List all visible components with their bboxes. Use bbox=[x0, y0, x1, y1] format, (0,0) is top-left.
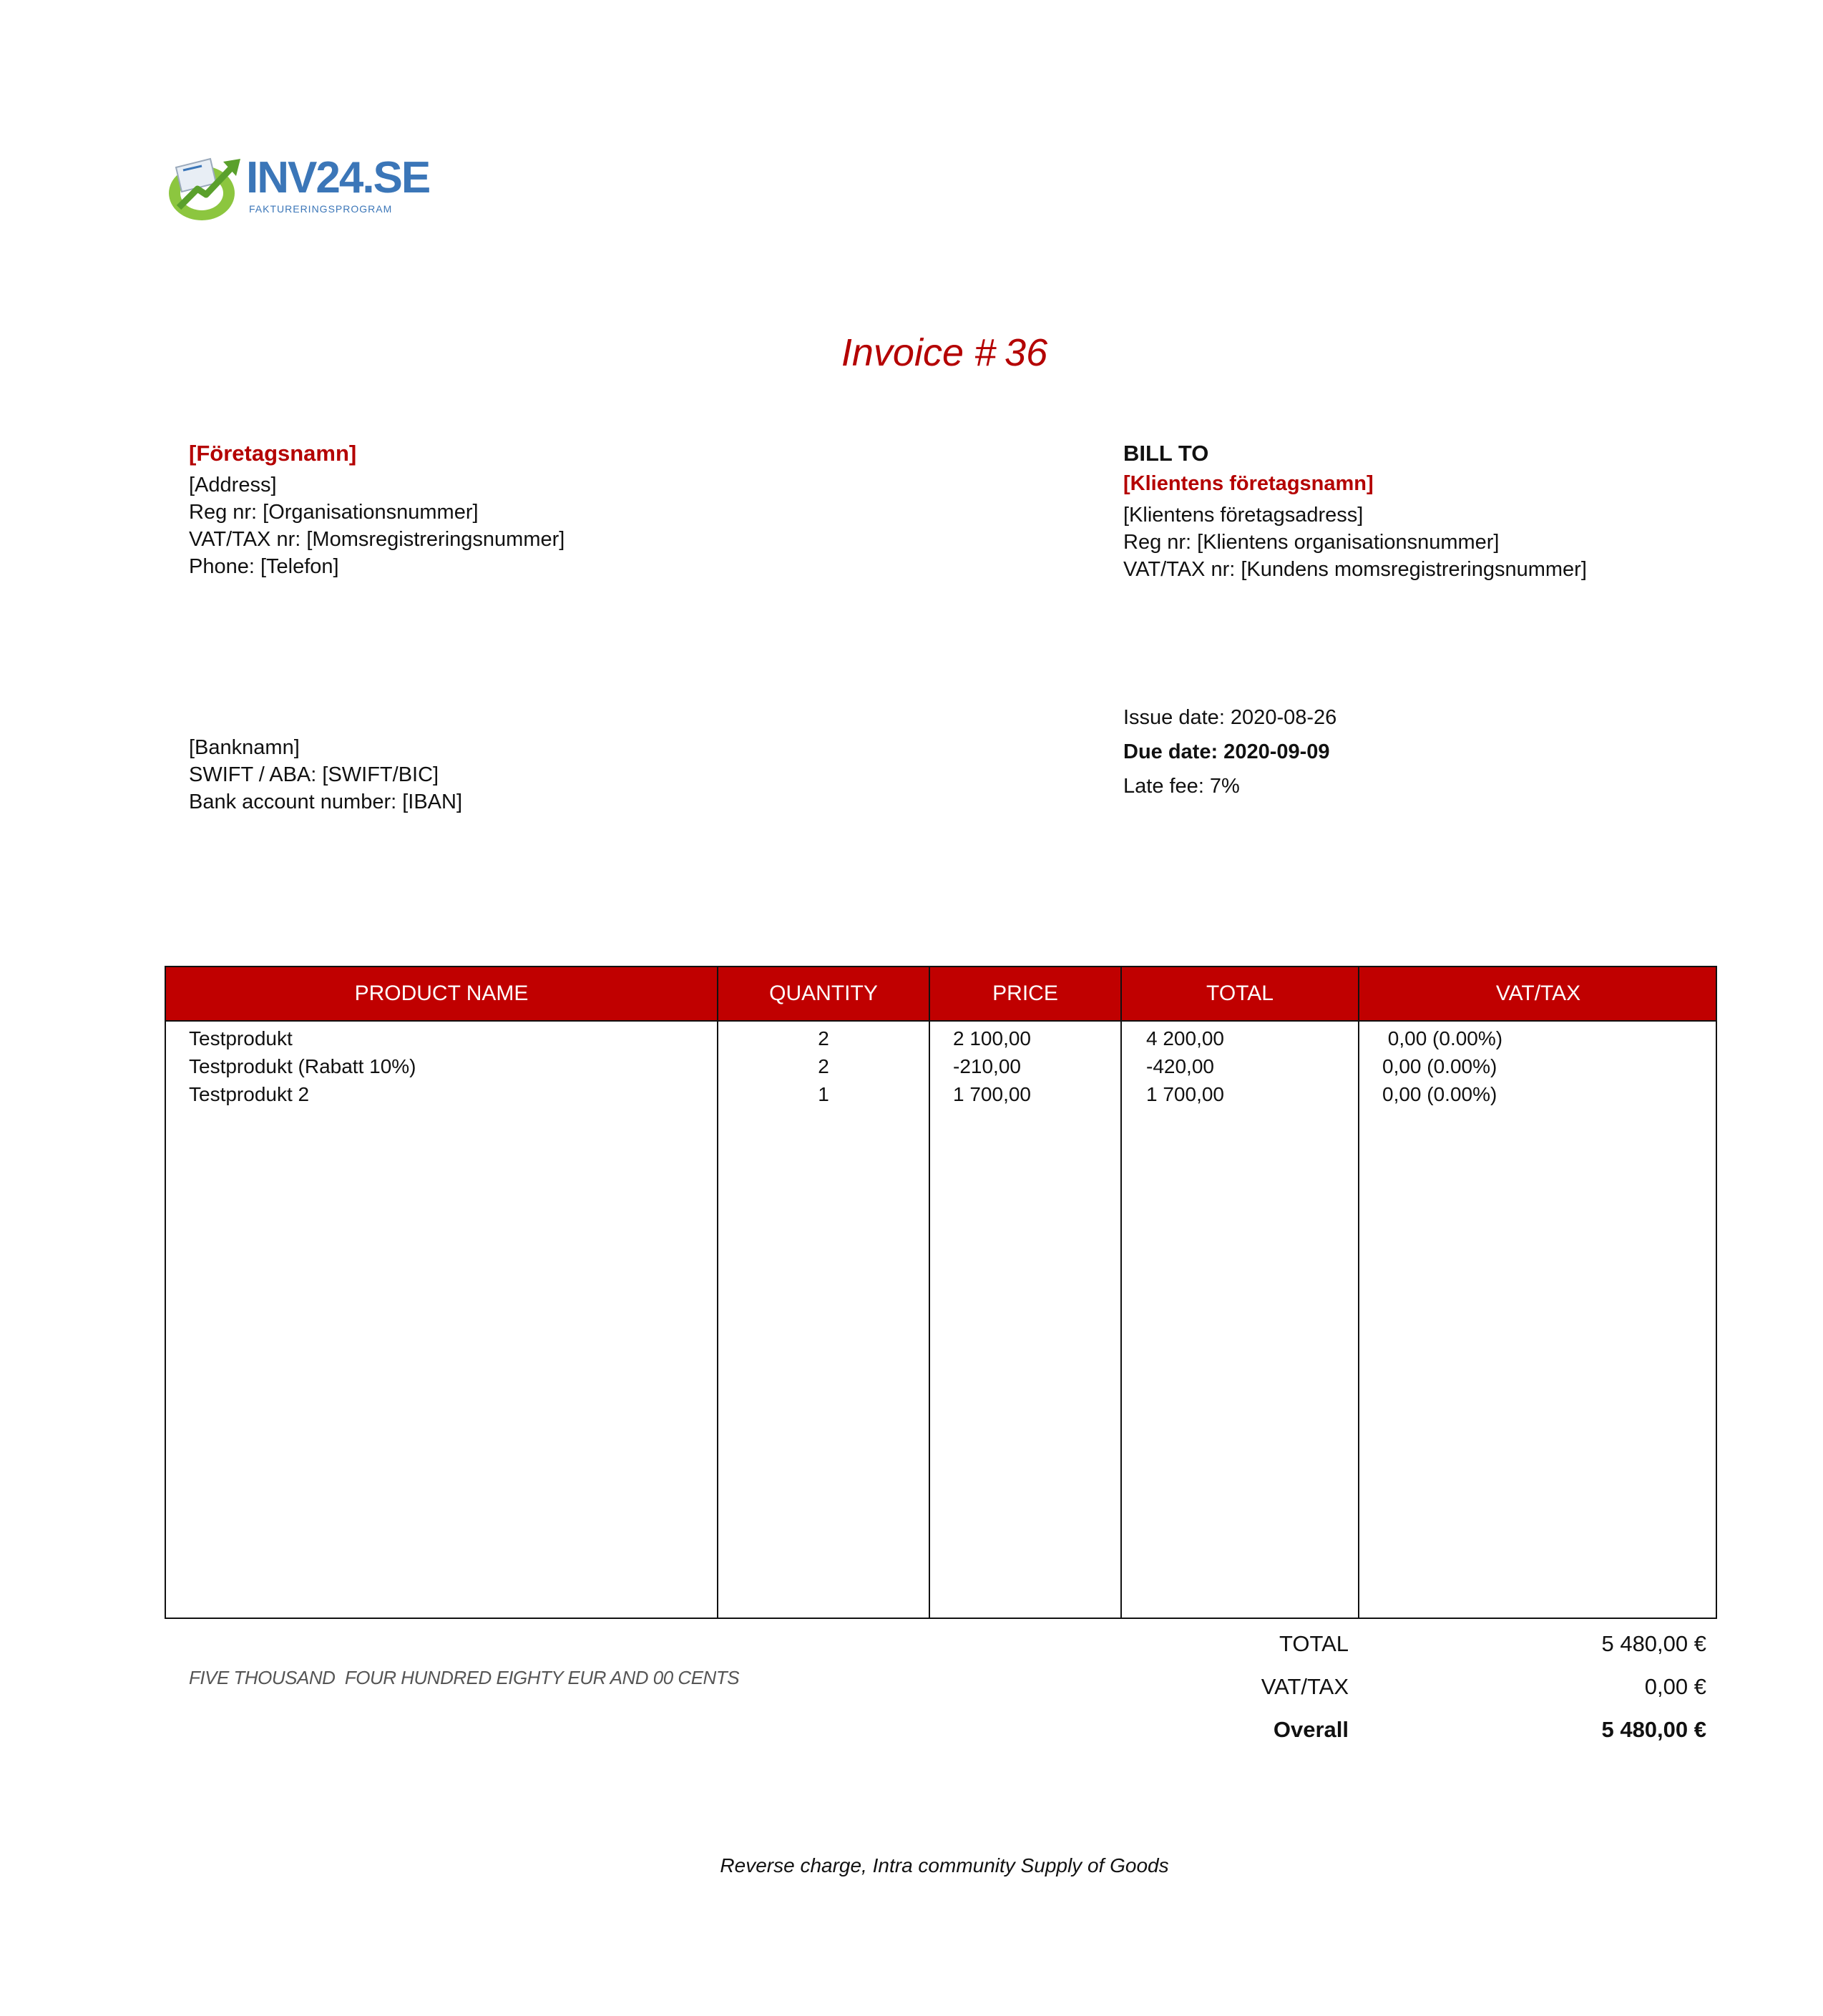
client-address: [Klientens företagsadress] bbox=[1123, 504, 1364, 527]
client-name: [Klientens företagsnamn] bbox=[1123, 472, 1374, 495]
logo-tagline: FAKTURERINGSPROGRAM bbox=[249, 203, 393, 215]
cell-quantity: 2 bbox=[818, 1027, 829, 1049]
logo-wordmark: INV24.SE bbox=[246, 153, 430, 202]
overall-value: 5 480,00 € bbox=[1601, 1717, 1706, 1742]
header-price: PRICE bbox=[992, 982, 1058, 1005]
invoice-dates bbox=[1123, 700, 1336, 803]
amount-in-words: FIVE THOUSAND FOUR HUNDRED EIGHTY EUR AND 00 CENTS bbox=[189, 1667, 740, 1688]
issue-date: Issue date: 2020-08-26 bbox=[1123, 706, 1337, 729]
client-reg: Reg nr: [Klientens organisationsnummer] bbox=[1123, 531, 1500, 554]
seller-phone: Phone: [Telefon] bbox=[189, 555, 339, 578]
bill-to-info bbox=[1123, 440, 1587, 583]
cell-total: 4 200,00 bbox=[1146, 1027, 1224, 1049]
seller-address: [Address] bbox=[189, 474, 277, 496]
vat-label: VAT/TAX bbox=[1261, 1674, 1349, 1699]
items-table bbox=[165, 966, 1717, 1619]
seller-name: [Företagsnamn] bbox=[189, 441, 357, 466]
bank-info bbox=[189, 734, 462, 816]
cell-quantity: 1 bbox=[818, 1083, 829, 1105]
table-header bbox=[166, 967, 1716, 1022]
company-logo bbox=[166, 152, 430, 223]
cell-quantity: 2 bbox=[818, 1055, 829, 1077]
table-body bbox=[166, 1024, 1716, 1108]
cell-price: 1 700,00 bbox=[953, 1083, 1031, 1105]
header-quantity: QUANTITY bbox=[769, 982, 878, 1005]
cell-product: Testprodukt bbox=[189, 1027, 293, 1049]
overall-label: Overall bbox=[1273, 1717, 1349, 1742]
cell-vat: 0,00 (0.00%) bbox=[1382, 1083, 1497, 1105]
cell-product: Testprodukt 2 bbox=[189, 1083, 310, 1105]
total-value: 5 480,00 € bbox=[1601, 1631, 1706, 1656]
due-date: Due date: 2020-09-09 bbox=[1123, 740, 1330, 763]
bill-to-heading: BILL TO bbox=[1123, 441, 1209, 466]
logo-icon bbox=[166, 152, 245, 223]
cell-total: -420,00 bbox=[1146, 1055, 1214, 1077]
table-row bbox=[166, 1080, 1716, 1108]
bank-account: Bank account number: [IBAN] bbox=[189, 791, 463, 813]
invoice-title bbox=[0, 331, 1823, 375]
invoice-number: 36 bbox=[1005, 331, 1048, 374]
client-vat: VAT/TAX nr: [Kundens momsregistreringsnummer] bbox=[1123, 558, 1587, 581]
bank-name: [Banknamn] bbox=[189, 736, 300, 759]
header-product-name: PRODUCT NAME bbox=[354, 982, 529, 1005]
header-vat: VAT/TAX bbox=[1495, 982, 1581, 1005]
cell-price: 2 100,00 bbox=[953, 1027, 1031, 1049]
late-fee: Late fee: 7% bbox=[1123, 775, 1240, 798]
seller-info bbox=[189, 440, 565, 580]
header-total: TOTAL bbox=[1206, 982, 1274, 1005]
cell-vat: 0,00 (0.00%) bbox=[1382, 1027, 1503, 1049]
table-row bbox=[166, 1052, 1716, 1080]
total-label: TOTAL bbox=[1279, 1631, 1349, 1656]
bank-swift: SWIFT / ABA: [SWIFT/BIC] bbox=[189, 763, 439, 786]
invoice-title-prefix: Invoice # bbox=[841, 331, 997, 374]
seller-vat: VAT/TAX nr: [Momsregistreringsnummer] bbox=[189, 528, 565, 551]
cell-product: Testprodukt (Rabatt 10%) bbox=[189, 1055, 416, 1077]
table-row bbox=[166, 1024, 1716, 1052]
cell-vat: 0,00 (0.00%) bbox=[1382, 1055, 1497, 1077]
cell-total: 1 700,00 bbox=[1146, 1083, 1224, 1105]
vat-value: 0,00 € bbox=[1644, 1674, 1706, 1699]
cell-price: -210,00 bbox=[953, 1055, 1021, 1077]
seller-reg: Reg nr: [Organisationsnummer] bbox=[189, 501, 479, 524]
footer-note: Reverse charge, Intra community Supply of Goods bbox=[720, 1854, 1169, 1876]
